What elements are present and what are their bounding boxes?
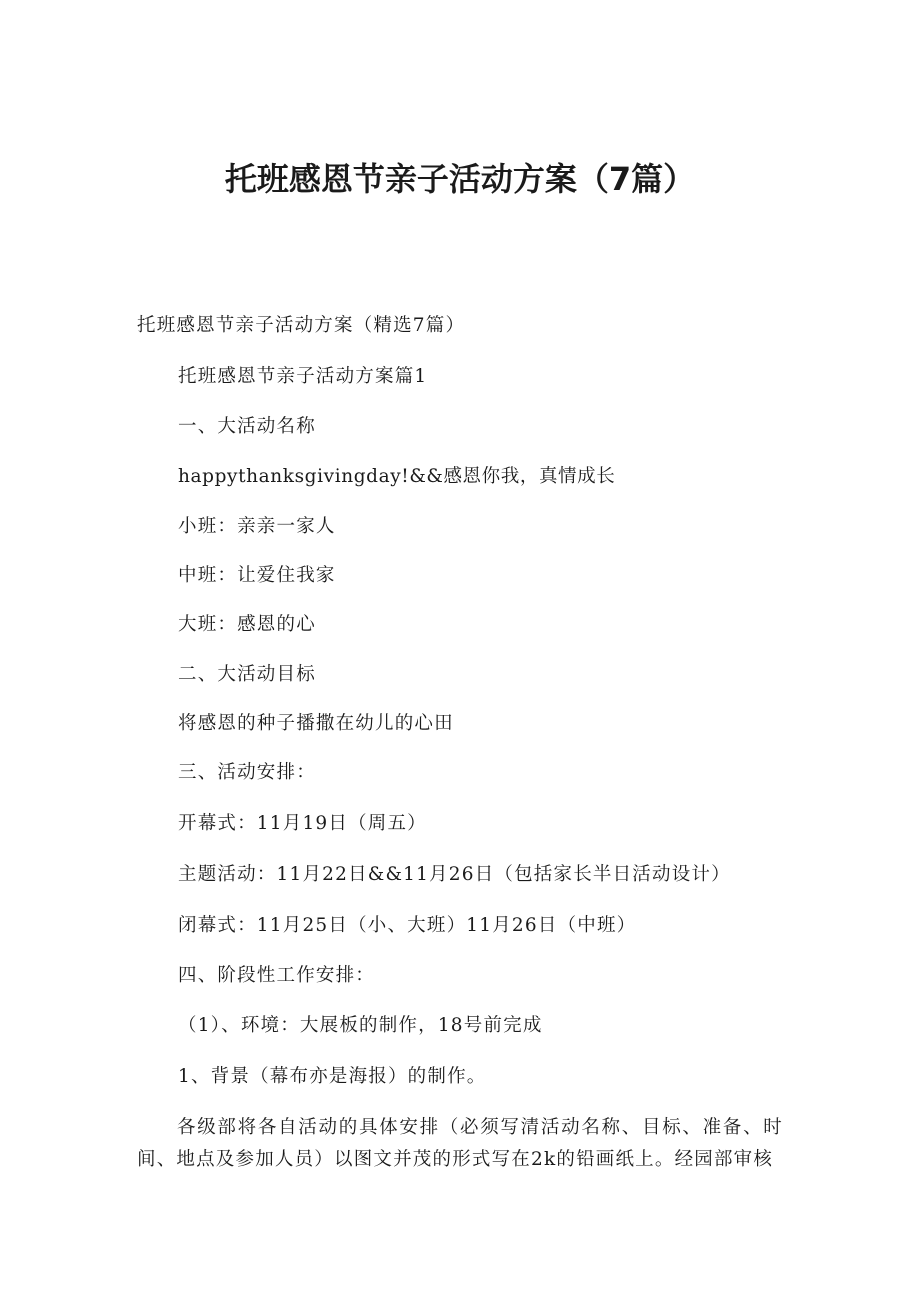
text-line: 大班：感恩的心 xyxy=(178,614,316,635)
text-line: 四、阶段性工作安排： xyxy=(178,965,376,986)
text-line: happythanksgivingday!&&感恩你我，真情成长 xyxy=(178,466,616,487)
text-line: 中班：让爱住我家 xyxy=(178,565,336,586)
text-line: 1、背景（幕布亦是海报）的制作。 xyxy=(178,1066,487,1087)
document-subtitle: 托班感恩节亲子活动方案（精选7篇） xyxy=(137,315,466,336)
text-line: 将感恩的种子播撒在幼儿的心田 xyxy=(178,713,454,734)
document-title: 托班感恩节亲子活动方案（7篇） xyxy=(224,160,696,198)
text-line: 闭幕式：11月25日（小、大班）11月26日（中班） xyxy=(178,915,637,936)
text-line: 主题活动：11月22日&&11月26日（包括家长半日活动设计） xyxy=(178,864,731,885)
text-line: 二、大活动目标 xyxy=(178,664,316,685)
text-line: 托班感恩节亲子活动方案篇1 xyxy=(178,366,428,387)
body-paragraph: 各级部将各自活动的具体安排（必须写清活动名称、目标、准备、时间、地点及参加人员）以图文并茂的形式写在2k的铅画纸上。经园部审核 xyxy=(137,1117,783,1170)
text-line: 小班：亲亲一家人 xyxy=(178,516,336,537)
text-line: 开幕式：11月19日（周五） xyxy=(178,813,427,834)
text-line: （1）、环境：大展板的制作，18号前完成 xyxy=(178,1015,543,1036)
text-line: 三、活动安排： xyxy=(178,762,316,783)
text-line: 一、大活动名称 xyxy=(178,416,316,437)
